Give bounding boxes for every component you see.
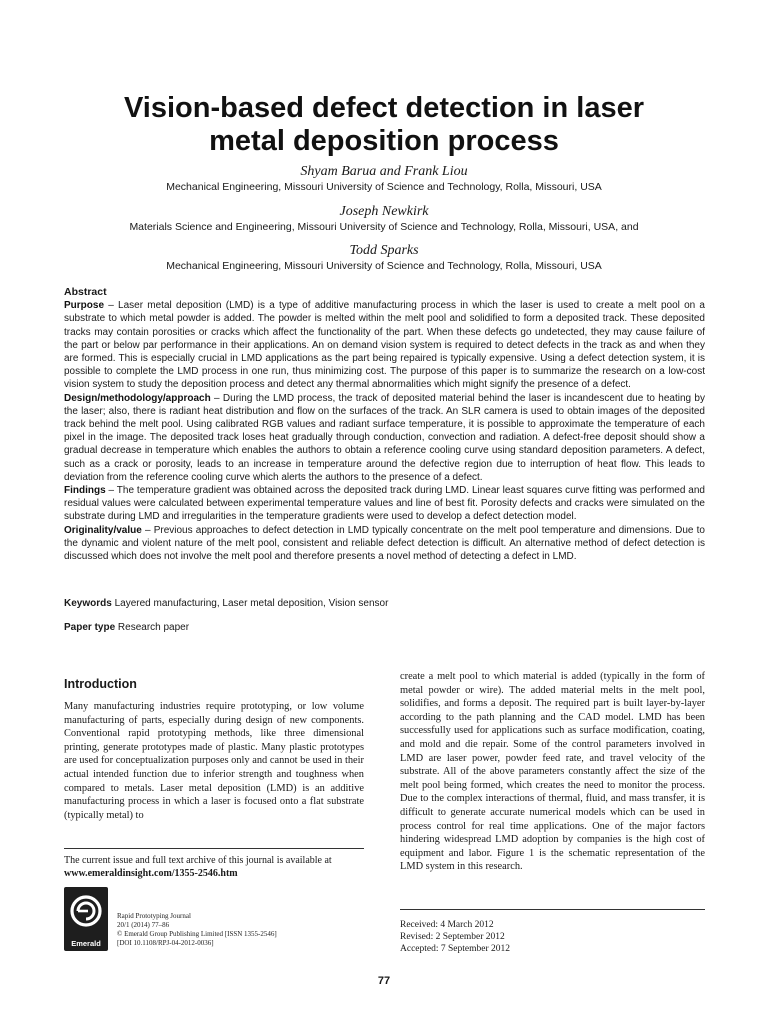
intro-right-text: create a melt pool to which material is added (typically in the form of metal powder or wire). The added material melts in the melt pool, solidifies, and forms a deposit. The required part is built layer-by-layer according to the path planning and the CAD model. LMD has been successfully used for applications such as surface modification, coating, and mold and die repair. Some of the control parameters involved in LMD are laser power, powder feed rate, and travel velocity of the substrate. All of the above parameters constantly affect the size of the melt pool being formed, which creates the need to monitor the process. Due to the complex interactions of thermal, fluid, and mass transfer, it is difficult to generate accurate numerical models which can be used in process control for real time applications. One of the major factors hindering widespread LMD adoption by companies is the high cost of equipment and labor. Figure 1 is the schematic representation of the LMD system in this research. bbox=[400, 671, 705, 873]
journal-info bbox=[117, 912, 337, 948]
abstract-findings bbox=[64, 484, 705, 524]
author-names-2: Joseph Newkirk bbox=[339, 204, 429, 219]
author-affiliation-1: Mechanical Engineering, Missouri University of Science and Technology, Rolla, Missouri, USA bbox=[166, 181, 602, 193]
emerald-logo bbox=[64, 887, 108, 951]
intro-heading: Introduction bbox=[64, 677, 137, 691]
emerald-logo-word: Emerald bbox=[71, 939, 101, 948]
keywords-label: Keywords bbox=[64, 598, 112, 609]
journal-copyright: © Emerald Group Publishing Limited [ISSN 1355-2546] bbox=[117, 930, 277, 938]
paper-type-label: Paper type bbox=[64, 622, 116, 633]
title-line-2: metal deposition process bbox=[209, 125, 559, 157]
intro-left-text: Many manufacturing industries require prototyping, or low volume manufacturing of parts, especially during design of new components. Conventional rapid prototyping methods, like three dimensional printing, generate prototypes made of plastic. Many plastic prototypes are used for conceptualization purposes only and cannot be used in their actual intended function due to inferior strength and toughness when compared to metals. Laser metal deposition (LMD) is an additive manufacturing process in which a laser is focused onto a flat substrate (typically metal) to bbox=[64, 701, 364, 821]
keywords bbox=[64, 598, 705, 609]
design-text: – During the LMD process, the track of deposited material behind the laser is incandescent due to heating by the laser; also, there is radiant heat distribution and flow on the surfaces of the track. An SLR camera is used to obtain images of the deposited track behind the melt pool. Using calibrated RGB values and radiant surface temperature, it is possible to approximate the temperature of each pixel in the image. The deposited track loses heat gradually through conduction, convection and radiation. A defect-free deposit should show a gradual decrease in temperature which enables the authors to obtain a reference cooling curve using standard deposition parameters. A defect, such as a crack or porosity, leads to an increase in temperature around the defective region due to interruption of heat flow. This leads to deviation from the reference cooling curve which alerts the authors to the presence of a defect. bbox=[64, 392, 705, 483]
findings-text: – The temperature gradient was obtained across the deposited track during LMD. Linear least squares curve fitting was performed and residual values were calculated between experimental temperature values and line of best fit. Porosity defects and cracks were simulated on the substrate during LMD and irregularities in the temperature gradients were used to develop a defect detection model. bbox=[64, 485, 705, 523]
abstract-heading: Abstract bbox=[64, 286, 107, 298]
author-names-1: Shyam Barua and Frank Liou bbox=[300, 164, 468, 179]
abstract bbox=[64, 286, 705, 563]
paper-type bbox=[64, 622, 705, 633]
author-affiliation-2: Materials Science and Engineering, Missouri University of Science and Technology, Rolla, Missouri, USA, and bbox=[129, 221, 639, 233]
journal-footnote bbox=[64, 854, 364, 880]
intro-right-column bbox=[400, 670, 705, 874]
keywords-text: Layered manufacturing, Laser metal deposition, Vision sensor bbox=[111, 598, 389, 609]
date-revised: Revised: 2 September 2012 bbox=[400, 932, 505, 942]
abstract-originality bbox=[64, 524, 705, 564]
footnote-rule bbox=[64, 848, 364, 849]
journal-url-link[interactable]: www.emeraldinsight.com/1355-2546.htm bbox=[64, 868, 238, 879]
footnote-text: The current issue and full text archive of this journal is available at bbox=[64, 855, 332, 866]
submission-dates bbox=[400, 919, 650, 955]
paper-type-text: Research paper bbox=[115, 622, 190, 633]
dates-rule bbox=[400, 909, 705, 910]
originality-text: – Previous approaches to defect detection in LMD typically concentrate on the melt pool temperature and dimensions. Due to the dynamic and violent nature of the melt pool, consistent and reliable defect detection is difficult. An alternative method of defect detection is discussed which does not involve the melt pool and therefore presents a novel method of detecting a defect in LMD. bbox=[64, 524, 705, 563]
journal-doi: [DOI 10.1108/RPJ-04-2012-0036] bbox=[117, 939, 214, 947]
design-label: Design/methodology/approach bbox=[64, 392, 211, 404]
author-affiliation-3: Mechanical Engineering, Missouri University of Science and Technology, Rolla, Missouri, USA bbox=[166, 260, 602, 272]
author-names-3: Todd Sparks bbox=[349, 243, 419, 258]
findings-label: Findings bbox=[64, 485, 106, 497]
page-number: 77 bbox=[377, 975, 391, 987]
abstract-design bbox=[64, 392, 705, 484]
journal-volume: 20/1 (2014) 77–86 bbox=[117, 921, 170, 929]
emerald-logo-icon bbox=[64, 887, 108, 937]
abstract-purpose bbox=[64, 299, 705, 391]
originality-label: Originality/value bbox=[64, 524, 142, 536]
journal-name: Rapid Prototyping Journal bbox=[117, 912, 191, 920]
purpose-label: Purpose bbox=[64, 300, 105, 312]
intro-left-column bbox=[64, 677, 364, 822]
date-accepted: Accepted: 7 September 2012 bbox=[400, 944, 511, 954]
paper-title bbox=[60, 92, 708, 158]
date-received: Received: 4 March 2012 bbox=[400, 920, 494, 930]
title-line-1: Vision-based defect detection in laser bbox=[123, 92, 644, 124]
purpose-text: – Laser metal deposition (LMD) is a type of additive manufacturing process in which the laser is used to create a melt pool on a substrate to which metal powder is added. The powder is melted within the melt pool and solidified to form a deposited track. These deposited tracks may contain porosities or cracks which affect the functionality of the part. When these defects go undetected, they may cause failure of the part or below par performance in their applications. An on demand vision system is required to detect defects in the track as and when they are formed. This is especially crucial in LMD applications as the part being repaired is typically expensive. Using a defect detection system, it is possible to complete the LMD process in one run, thus minimizing cost. The purpose of this paper is to summarize the research on a low-cost vision system to study the deposition process and detect any thermal abnormalities which might signify the presence of a defect. bbox=[64, 300, 705, 391]
